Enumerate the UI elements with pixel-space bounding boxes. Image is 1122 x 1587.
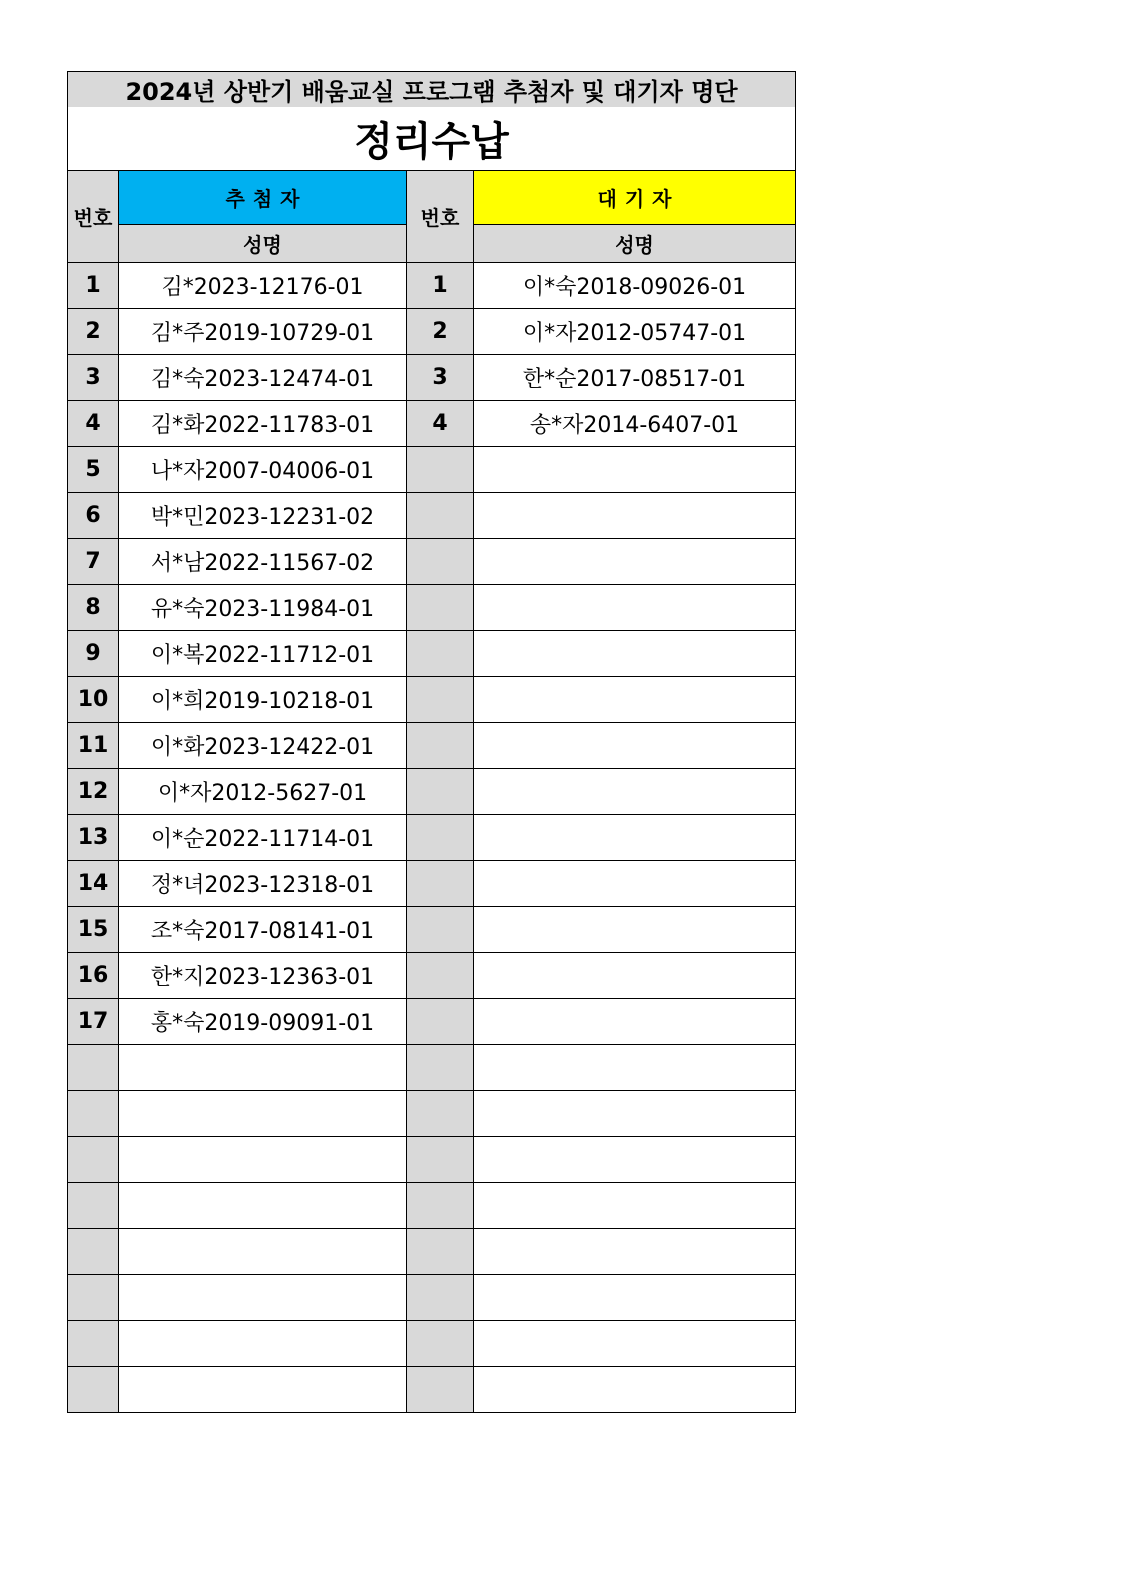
winner-name bbox=[119, 1275, 407, 1321]
winner-number: 2 bbox=[68, 309, 119, 355]
waitlist-number bbox=[407, 1367, 474, 1413]
waitlist-number bbox=[407, 1275, 474, 1321]
winner-name bbox=[119, 1367, 407, 1413]
table-row bbox=[68, 677, 796, 723]
waitlist-header: 대기자 bbox=[474, 171, 796, 225]
waitlist-name bbox=[474, 769, 796, 815]
winner-number: 7 bbox=[68, 539, 119, 585]
winner-name: 박*민2023-12231-02 bbox=[119, 493, 407, 539]
waitlist-number bbox=[407, 953, 474, 999]
waitlist-number bbox=[407, 1183, 474, 1229]
winners-name-header: 성명 bbox=[119, 225, 407, 263]
waitlist-name bbox=[474, 1367, 796, 1413]
waitlist-name bbox=[474, 861, 796, 907]
waitlist-name: 이*자2012-05747-01 bbox=[474, 309, 796, 355]
table-row bbox=[68, 1275, 796, 1321]
winner-number bbox=[68, 1091, 119, 1137]
waitlist-number bbox=[407, 539, 474, 585]
waitlist-number bbox=[407, 1321, 474, 1367]
waitlist-number bbox=[407, 585, 474, 631]
waitlist-name bbox=[474, 447, 796, 493]
waitlist-name bbox=[474, 1183, 796, 1229]
waitlist-name bbox=[474, 585, 796, 631]
winner-name bbox=[119, 1321, 407, 1367]
title-row bbox=[68, 72, 796, 108]
waitlist-number bbox=[407, 677, 474, 723]
waitlist-name bbox=[474, 1045, 796, 1091]
waitlist-number bbox=[407, 447, 474, 493]
waitlist-number bbox=[407, 631, 474, 677]
roster-table bbox=[67, 71, 796, 1413]
waitlist-number bbox=[407, 861, 474, 907]
waitlist-number bbox=[407, 999, 474, 1045]
waitlist-name bbox=[474, 953, 796, 999]
waitlist-number: 3 bbox=[407, 355, 474, 401]
waitlist-name bbox=[474, 677, 796, 723]
winner-name: 이*자2012-5627-01 bbox=[119, 769, 407, 815]
table-row bbox=[68, 1091, 796, 1137]
winner-number: 13 bbox=[68, 815, 119, 861]
waitlist-name bbox=[474, 723, 796, 769]
winner-name: 김*화2022-11783-01 bbox=[119, 401, 407, 447]
winner-number: 5 bbox=[68, 447, 119, 493]
winners-header: 추첨자 bbox=[119, 171, 407, 225]
winner-number: 6 bbox=[68, 493, 119, 539]
winner-name: 이*복2022-11712-01 bbox=[119, 631, 407, 677]
winner-name: 이*화2023-12422-01 bbox=[119, 723, 407, 769]
waitlist-number-header: 번호 bbox=[407, 171, 474, 263]
winner-name: 홍*숙2019-09091-01 bbox=[119, 999, 407, 1045]
winner-number: 17 bbox=[68, 999, 119, 1045]
winner-name: 조*숙2017-08141-01 bbox=[119, 907, 407, 953]
winners-number-header: 번호 bbox=[68, 171, 119, 263]
winner-name: 김*숙2023-12474-01 bbox=[119, 355, 407, 401]
waitlist-name bbox=[474, 815, 796, 861]
waitlist-number bbox=[407, 493, 474, 539]
table-row bbox=[68, 1183, 796, 1229]
waitlist-name bbox=[474, 999, 796, 1045]
waitlist-name bbox=[474, 1137, 796, 1183]
header-row-1 bbox=[68, 171, 796, 225]
winner-name: 이*희2019-10218-01 bbox=[119, 677, 407, 723]
winner-name: 한*지2023-12363-01 bbox=[119, 953, 407, 999]
waitlist-name: 한*순2017-08517-01 bbox=[474, 355, 796, 401]
table-row bbox=[68, 907, 796, 953]
winner-number: 15 bbox=[68, 907, 119, 953]
winner-name bbox=[119, 1229, 407, 1275]
winner-number bbox=[68, 1229, 119, 1275]
winner-name bbox=[119, 1091, 407, 1137]
winner-number: 1 bbox=[68, 263, 119, 309]
table-row bbox=[68, 1321, 796, 1367]
waitlist-name bbox=[474, 1275, 796, 1321]
winner-name bbox=[119, 1045, 407, 1091]
waitlist-name: 송*자2014-6407-01 bbox=[474, 401, 796, 447]
table-row bbox=[68, 769, 796, 815]
winner-number: 10 bbox=[68, 677, 119, 723]
waitlist-name bbox=[474, 493, 796, 539]
table-row bbox=[68, 447, 796, 493]
waitlist-name bbox=[474, 1321, 796, 1367]
waitlist-name bbox=[474, 1091, 796, 1137]
waitlist-name-header: 성명 bbox=[474, 225, 796, 263]
waitlist-number bbox=[407, 815, 474, 861]
table-row bbox=[68, 309, 796, 355]
table-row bbox=[68, 631, 796, 677]
waitlist-number bbox=[407, 1137, 474, 1183]
winner-number bbox=[68, 1321, 119, 1367]
winner-name: 김*주2019-10729-01 bbox=[119, 309, 407, 355]
winner-number: 3 bbox=[68, 355, 119, 401]
table-row bbox=[68, 1045, 796, 1091]
table-row bbox=[68, 1367, 796, 1413]
waitlist-name bbox=[474, 539, 796, 585]
waitlist-name: 이*숙2018-09026-01 bbox=[474, 263, 796, 309]
table-row bbox=[68, 953, 796, 999]
waitlist-number: 2 bbox=[407, 309, 474, 355]
waitlist-number bbox=[407, 1045, 474, 1091]
subtitle-row bbox=[68, 107, 796, 171]
winner-name: 유*숙2023-11984-01 bbox=[119, 585, 407, 631]
table-row bbox=[68, 861, 796, 907]
table-row bbox=[68, 493, 796, 539]
table-row bbox=[68, 355, 796, 401]
winner-number: 12 bbox=[68, 769, 119, 815]
winner-number: 14 bbox=[68, 861, 119, 907]
waitlist-number: 1 bbox=[407, 263, 474, 309]
document-title: 2024년 상반기 배움교실 프로그램 추첨자 및 대기자 명단 bbox=[68, 72, 796, 108]
waitlist-number bbox=[407, 723, 474, 769]
table-row bbox=[68, 723, 796, 769]
table-row bbox=[68, 1137, 796, 1183]
table-row bbox=[68, 263, 796, 309]
table-row bbox=[68, 1229, 796, 1275]
program-name: 정리수납 bbox=[68, 107, 796, 171]
winner-number: 4 bbox=[68, 401, 119, 447]
winner-number bbox=[68, 1183, 119, 1229]
waitlist-name bbox=[474, 1229, 796, 1275]
winner-number: 8 bbox=[68, 585, 119, 631]
winner-name: 서*남2022-11567-02 bbox=[119, 539, 407, 585]
waitlist-name bbox=[474, 907, 796, 953]
waitlist-number: 4 bbox=[407, 401, 474, 447]
table-row bbox=[68, 999, 796, 1045]
waitlist-number bbox=[407, 1091, 474, 1137]
table-row bbox=[68, 539, 796, 585]
winner-name: 정*녀2023-12318-01 bbox=[119, 861, 407, 907]
winner-number: 16 bbox=[68, 953, 119, 999]
winner-number bbox=[68, 1275, 119, 1321]
winner-name: 나*자2007-04006-01 bbox=[119, 447, 407, 493]
waitlist-name bbox=[474, 631, 796, 677]
table-row bbox=[68, 585, 796, 631]
waitlist-number bbox=[407, 907, 474, 953]
winner-number: 11 bbox=[68, 723, 119, 769]
winner-name bbox=[119, 1183, 407, 1229]
winner-name: 김*2023-12176-01 bbox=[119, 263, 407, 309]
winner-name: 이*순2022-11714-01 bbox=[119, 815, 407, 861]
winner-number bbox=[68, 1137, 119, 1183]
winner-number bbox=[68, 1045, 119, 1091]
table-row bbox=[68, 815, 796, 861]
winner-number: 9 bbox=[68, 631, 119, 677]
winner-number bbox=[68, 1367, 119, 1413]
winner-name bbox=[119, 1137, 407, 1183]
waitlist-number bbox=[407, 769, 474, 815]
waitlist-number bbox=[407, 1229, 474, 1275]
table-row bbox=[68, 401, 796, 447]
